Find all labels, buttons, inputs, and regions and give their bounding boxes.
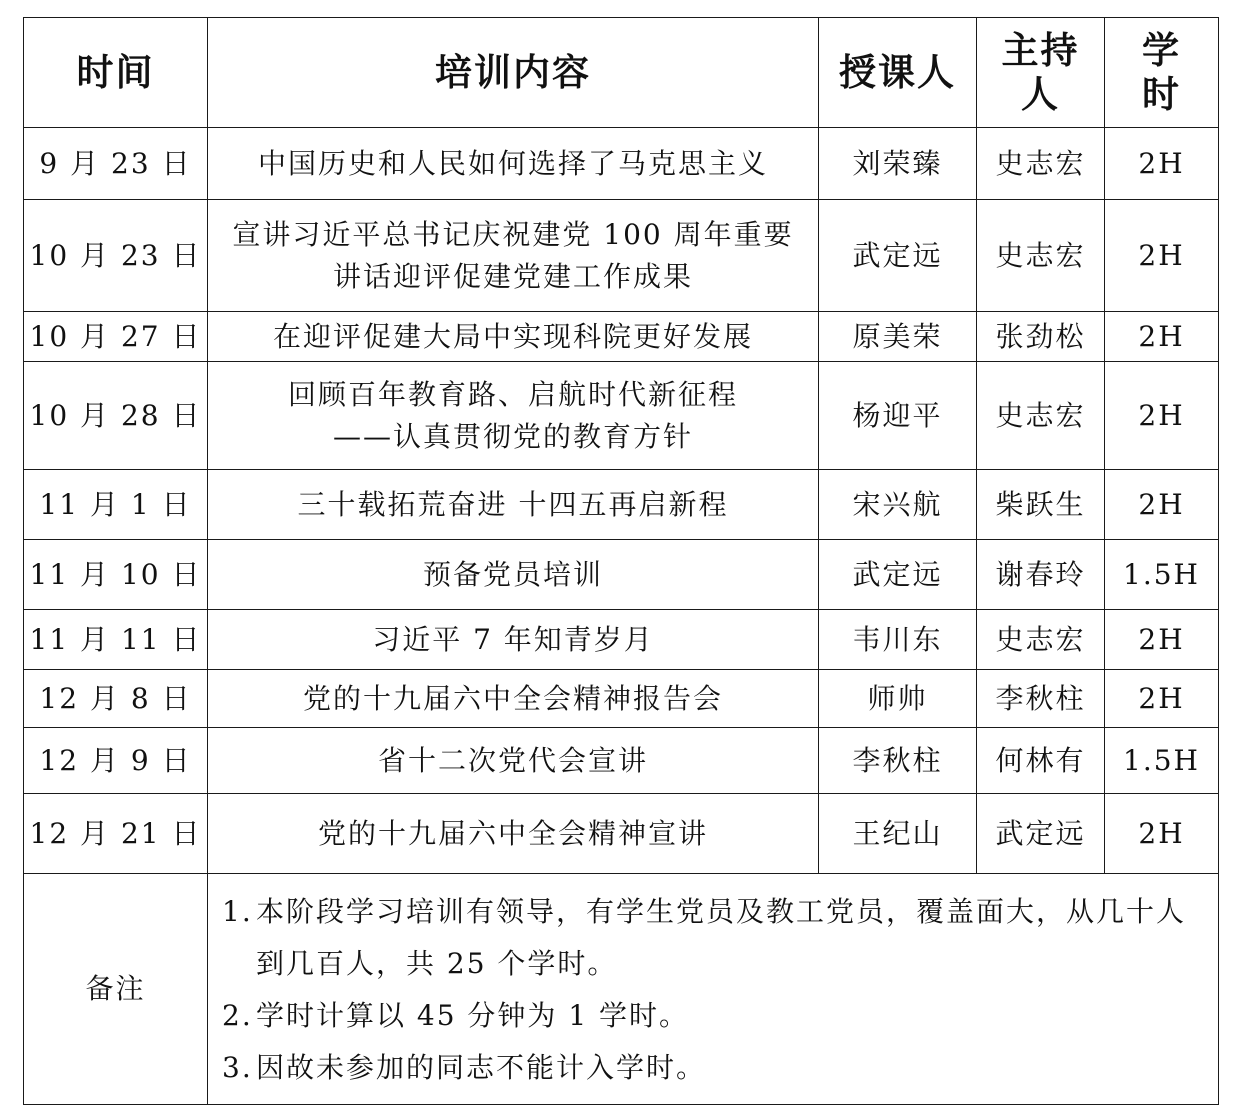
cell-lecturer: 武定远 (819, 200, 977, 312)
table-row (24, 610, 1219, 670)
cell-content (208, 470, 819, 540)
cell-content (208, 312, 819, 362)
table-row (24, 128, 1219, 200)
remarks-row (24, 874, 1219, 1105)
remarks-label: 备注 (24, 874, 208, 1105)
header-date: 时间 (24, 18, 208, 128)
cell-hours: 2H (1105, 128, 1219, 200)
cell-hours: 2H (1105, 794, 1219, 874)
cell-date: 12 月 21 日 (24, 794, 208, 874)
content-line: 讲话迎评促建党建工作成果 (332, 259, 693, 293)
cell-date: 10 月 28 日 (24, 362, 208, 470)
training-schedule-table (23, 17, 1219, 1105)
content-line: 回顾百年教育路、启航时代新征程 (287, 377, 738, 411)
cell-content (208, 794, 819, 874)
content-line: 习近平 7 年知青岁月 (372, 622, 654, 656)
content-line: 预备党员培训 (422, 557, 603, 591)
cell-date: 12 月 8 日 (24, 670, 208, 728)
table-row (24, 540, 1219, 610)
header-host: 主持人 (977, 18, 1105, 128)
header-content: 培训内容 (208, 18, 819, 128)
cell-lecturer: 李秋柱 (819, 728, 977, 794)
cell-host: 李秋柱 (977, 670, 1105, 728)
cell-host: 柴跃生 (977, 470, 1105, 540)
cell-lecturer: 宋兴航 (819, 470, 977, 540)
remark-text: 本阶段学习培训有领导，有学生党员及教工党员，覆盖面大，从几十人到几百人，共 25 个学时。 (256, 895, 1187, 980)
cell-host: 史志宏 (977, 128, 1105, 200)
cell-lecturer: 杨迎平 (819, 362, 977, 470)
cell-host: 史志宏 (977, 362, 1105, 470)
table-row (24, 670, 1219, 728)
content-line: 在迎评促建大局中实现科院更好发展 (272, 319, 753, 353)
table-row (24, 362, 1219, 470)
cell-date: 10 月 27 日 (24, 312, 208, 362)
table-row (24, 312, 1219, 362)
content-line: ——认真贯彻党的教育方针 (332, 419, 693, 453)
remark-text: 学时计算以 45 分钟为 1 学时。 (256, 999, 690, 1032)
cell-lecturer: 王纪山 (819, 794, 977, 874)
cell-hours: 2H (1105, 362, 1219, 470)
cell-content (208, 540, 819, 610)
cell-lecturer: 刘荣臻 (819, 128, 977, 200)
remark-item (222, 886, 1204, 990)
cell-date: 11 月 10 日 (24, 540, 208, 610)
header-hours: 学时 (1105, 18, 1219, 128)
content-line: 三十载拓荒奋进 十四五再启新程 (297, 487, 729, 521)
cell-date: 12 月 9 日 (24, 728, 208, 794)
content-line: 党的十九届六中全会精神报告会 (302, 681, 723, 715)
cell-content (208, 610, 819, 670)
cell-lecturer: 原美荣 (819, 312, 977, 362)
cell-hours: 1.5H (1105, 540, 1219, 610)
cell-host: 史志宏 (977, 200, 1105, 312)
cell-hours: 2H (1105, 200, 1219, 312)
remark-number: 1. (222, 895, 253, 928)
header-lecturer: 授课人 (819, 18, 977, 128)
cell-content (208, 200, 819, 312)
cell-lecturer: 韦川东 (819, 610, 977, 670)
table-body (24, 128, 1219, 874)
content-line: 宣讲习近平总书记庆祝建党 100 周年重要 (232, 217, 794, 251)
table-row (24, 470, 1219, 540)
cell-hours: 1.5H (1105, 728, 1219, 794)
remark-item (222, 1042, 1204, 1094)
remarks-list (222, 886, 1204, 1094)
cell-host: 张劲松 (977, 312, 1105, 362)
header-row (24, 18, 1219, 128)
remark-text: 因故未参加的同志不能计入学时。 (256, 1051, 707, 1084)
table-row (24, 794, 1219, 874)
remark-number: 2. (222, 999, 253, 1032)
cell-hours: 2H (1105, 312, 1219, 362)
cell-host: 谢春玲 (977, 540, 1105, 610)
cell-date: 9 月 23 日 (24, 128, 208, 200)
cell-date: 11 月 11 日 (24, 610, 208, 670)
remark-item (222, 990, 1204, 1042)
table-row (24, 728, 1219, 794)
cell-hours: 2H (1105, 610, 1219, 670)
table-row (24, 200, 1219, 312)
content-line: 党的十九届六中全会精神宣讲 (317, 816, 708, 850)
remark-number: 3. (222, 1051, 253, 1084)
cell-host: 史志宏 (977, 610, 1105, 670)
cell-host: 武定远 (977, 794, 1105, 874)
content-line: 省十二次党代会宣讲 (377, 743, 648, 777)
cell-host: 何林有 (977, 728, 1105, 794)
cell-date: 11 月 1 日 (24, 470, 208, 540)
remarks-notes (208, 874, 1219, 1105)
cell-lecturer: 师帅 (819, 670, 977, 728)
cell-content (208, 670, 819, 728)
cell-hours: 2H (1105, 670, 1219, 728)
cell-hours: 2H (1105, 470, 1219, 540)
cell-content (208, 728, 819, 794)
content-line: 中国历史和人民如何选择了马克思主义 (257, 146, 768, 180)
cell-content (208, 128, 819, 200)
cell-lecturer: 武定远 (819, 540, 977, 610)
cell-date: 10 月 23 日 (24, 200, 208, 312)
cell-content (208, 362, 819, 470)
